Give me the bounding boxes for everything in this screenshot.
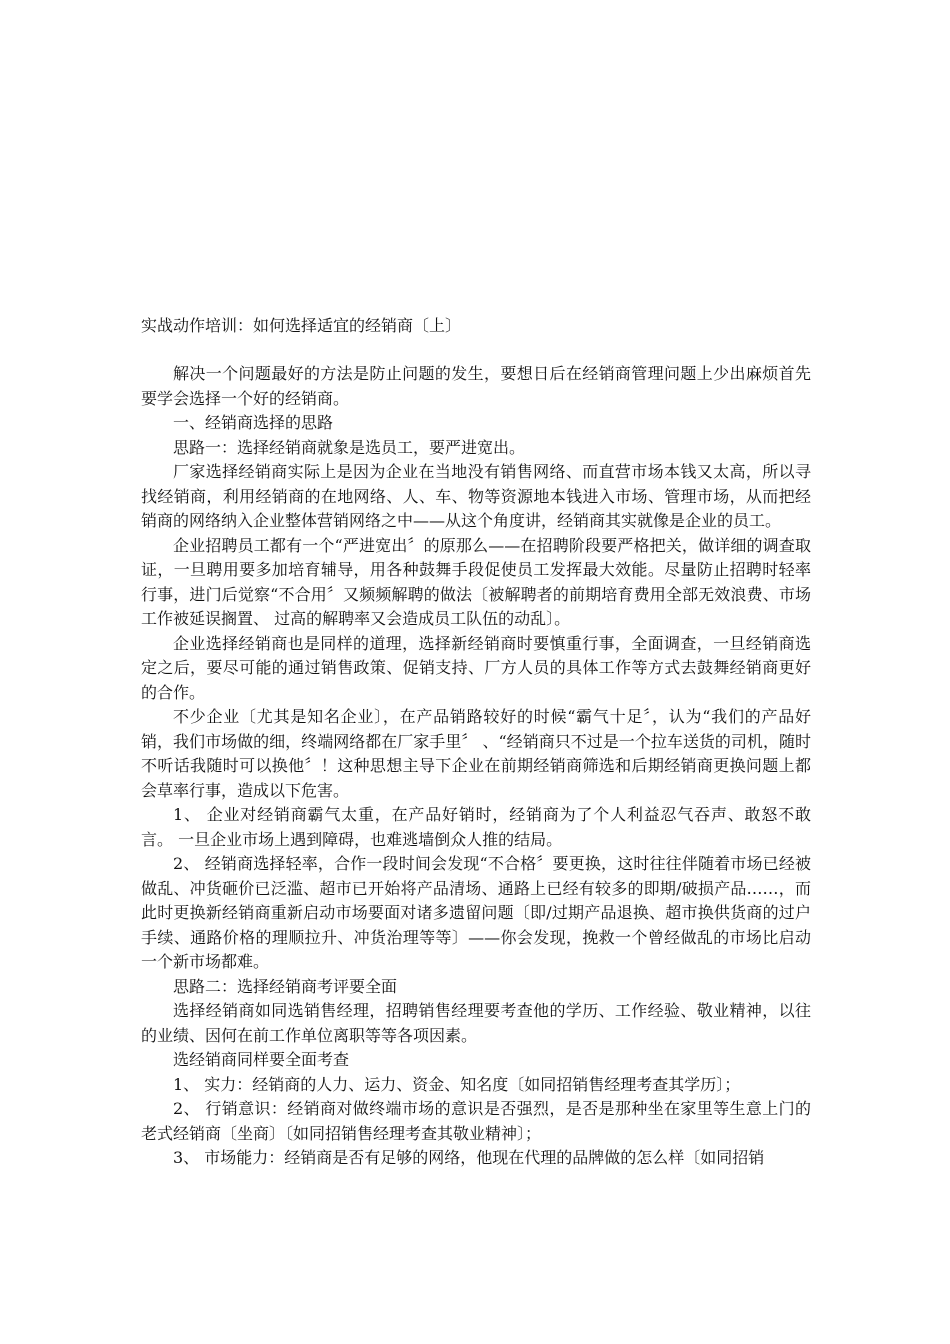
paragraph: 不少企业〔尤其是知名企业〕，在产品销路较好的时候“霸气十足〞，认为“我们的产品好销，我们市场做的细，终端网络都在厂家手里〞 、“经销商只不过是一个拉车送货的司机，随时不听话我随时可以换他〞！这种思想主导下企业在前期经销商筛选和后期经销商更换问题上都会草率行事，造成以下危害。 (141, 707, 811, 800)
list-item: 1、 实力：经销商的人力、运力、资金、知名度〔如同招销售经理考查其学历〕； (173, 1074, 741, 1094)
list-item: 2、 经销商选择轻率，合作一段时间会发现“不合格〞要更换，这时往往伴随着市场已经被做乱、冲货砸价已泛滥、超市已开始将产品清场、通路上已经有较多的即期/破损产品……，而此时更换新经销商重新启动市场要面对诸多遗留问题〔即/过期产品退换、超市换供货商的过户手续、通路价格的理顺拉升、冲货治理等等〕——你会发现，挽救一个曾经做乱的市场比启动一个新市场都难。 (141, 854, 811, 971)
paragraph: 企业选择经销商也是同样的道理，选择新经销商时要慎重行事，全面调查，一旦经销商选定之后，要尽可能的通过销售政策、促销支持、厂方人员的具体工作等方式去鼓舞经销商更好的合作。 (141, 633, 811, 702)
paragraph: 厂家选择经销商实际上是因为企业在当地没有销售网络、而直营市场本钱又太高，所以寻找经销商，利用经销商的在地网络、人、车、物等资源地本钱进入市场、管理市场，从而把经销商的网络纳入企业整体营销网络之中——从这个角度讲，经销商其实就像是企业的员工。 (141, 462, 811, 530)
subheading-approach-1: 思路一：选择经销商就象是选员工，要严进宽出。 (173, 437, 526, 457)
subheading-approach-2: 思路二：选择经销商考评要全面 (173, 976, 398, 996)
list-item: 3、 市场能力：经销商是否有足够的网络，他现在代理的品牌做的怎么样〔如同招销 (173, 1148, 765, 1167)
paragraph-intro: 解决一个问题最好的方法是防止问题的发生，要想日后在经销商管理问题上少出麻烦首先要学会选择一个好的经销商。 (141, 364, 811, 408)
paragraph: 企业招聘员工都有一个“严进宽出〞的原那么——在招聘阶段要严格把关，做详细的调查取证，一旦聘用要多加培育辅导，用各种鼓舞手段促使员工发挥最大效能。尽量防止招聘时轻率行事，进门后觉察“不合用〞又频频解聘的做法〔被解聘者的前期培育费用全部无效浪费、市场工作被延误搁置、 过高的解聘率又会造成员工队伍的动乱〕。 (141, 535, 811, 628)
document-body (141, 362, 811, 1171)
list-item: 1、 企业对经销商霸气太重，在产品好销时，经销商为了个人利益忍气吞声、敢怒不敢言。 一旦企业市场上遇到障碍，也难逃墙倒众人推的结局。 (141, 805, 811, 849)
list-item: 2、 行销意识：经销商对做终端市场的意识是否强烈，是否是那种坐在家里等生意上门的老式经销商〔坐商〕〔如同招销售经理考查其敬业精神〕； (141, 1099, 811, 1143)
paragraph: 选经销商同样要全面考查 (173, 1050, 350, 1069)
document-title: 实战动作培训：如何选择适宜的经销商〔上〕 (141, 316, 462, 335)
section-heading-1: 一、经销商选择的思路 (173, 413, 334, 432)
paragraph: 选择经销商如同选销售经理，招聘销售经理要考查他的学历、工作经验、敬业精神，以往的业绩、因何在前工作单位离职等等各项因素。 (141, 1001, 811, 1045)
